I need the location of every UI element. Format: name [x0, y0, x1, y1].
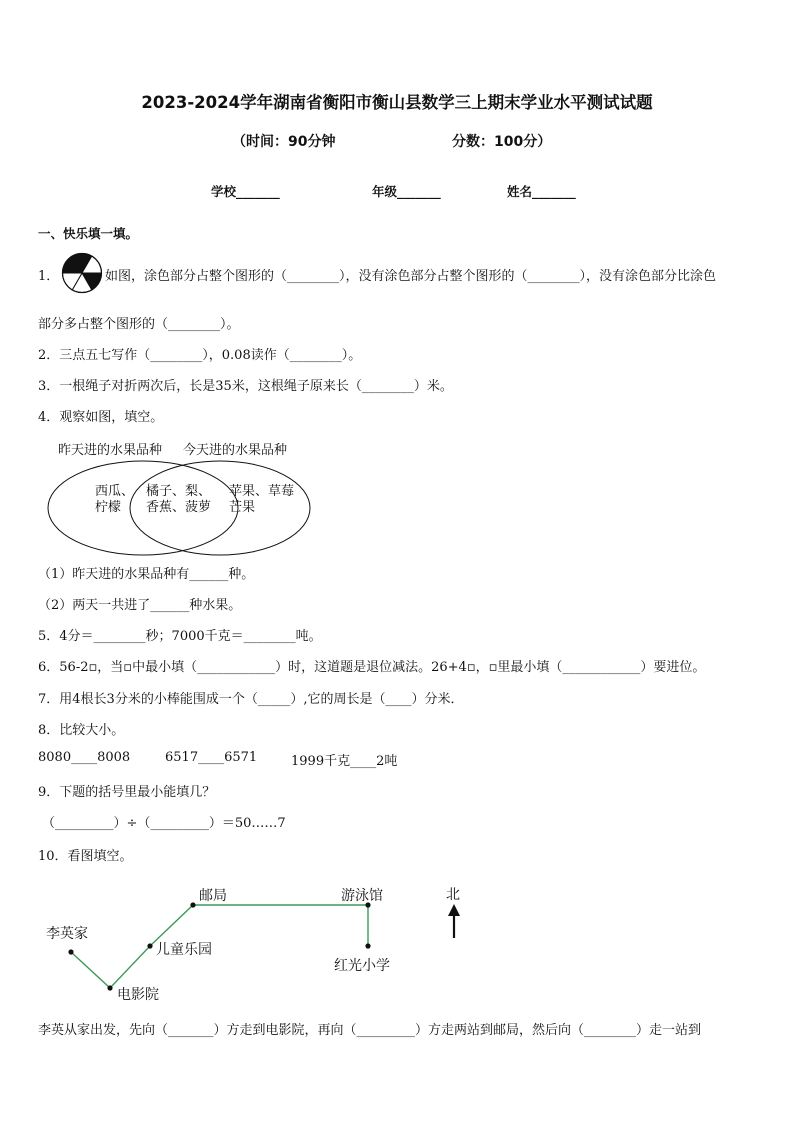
venn-left-only: 西瓜、 柠檬: [95, 484, 135, 515]
map-label-cinema: 电影院: [117, 987, 159, 1003]
question-8-compare-b: 6517____6571: [165, 750, 258, 765]
circle-sector-figure: [61, 251, 103, 295]
home-point: [68, 949, 73, 954]
question-10-text: 李英从家出发，先向（_______）方走到电影院，再向（_________）方走两站到邮局，然后向（________）走一站到: [38, 1023, 702, 1038]
school-field: 学校_______: [211, 184, 280, 199]
question-9: 9．下题的括号里最小能填几？: [38, 785, 216, 800]
venn-right-only: 苹果、草莓 芒果: [229, 484, 295, 515]
question-4-sub-2: （2）两天一共进了______种水果。: [38, 598, 242, 613]
venn-right-title: 今天进的水果品种: [183, 443, 288, 458]
question-9-expression: （_________）÷（_________）＝50……7: [42, 816, 286, 831]
venn-intersection: 橘子、梨、 香蕉、菠萝: [146, 484, 212, 515]
question-1-line1: 如图，涂色部分占整个图形的（________），没有涂色部分占整个图形的（________），没有涂色部分比涂色: [105, 269, 717, 284]
question-6: 6．56-2▫，当▫中最小填（____________）时，这道题是退位减法。26+4▫，▫里最小填（____________）要进位。: [38, 660, 706, 675]
question-2: 2．三点五七写作（________），0.08读作（________）。: [38, 348, 362, 363]
grade-field: 年级_______: [372, 184, 441, 199]
question-3: 3．一根绳子对折两次后，长是35米，这根绳子原来长（________）米。: [38, 379, 453, 394]
map-label-pool: 游泳馆: [341, 888, 383, 904]
question-8-compare-a: 8080____8008: [38, 750, 131, 765]
question-1-line2: 部分多占整个图形的（________）。: [38, 317, 240, 332]
name-field: 姓名_______: [507, 184, 576, 199]
map-label-school: 红光小学: [334, 958, 390, 974]
map-label-post-office: 邮局: [199, 888, 227, 904]
question-5: 5．4分＝________秒；7000千克＝________吨。: [38, 629, 322, 644]
page-title: 2023-2024学年湖南省衡阳市衡山县数学三上期末学业水平测试试题: [141, 93, 653, 112]
post-office-point: [190, 902, 195, 907]
north-arrow-icon: [448, 904, 460, 916]
map-label-north: 北: [446, 887, 460, 903]
exam-time: （时间：90分钟: [232, 134, 336, 150]
question-4: 4．观察如图，填空。: [38, 410, 164, 425]
question-1-number: 1．: [38, 269, 60, 284]
map-label-home: 李英家: [46, 926, 88, 942]
section-heading: 一、快乐填一填。: [38, 226, 139, 241]
exam-score: 分数：100分）: [452, 134, 552, 150]
question-8: 8．比较大小。: [38, 723, 125, 738]
cinema-point: [107, 985, 112, 990]
route-path: [71, 905, 368, 988]
question-8-compare-c: 1999千克____2吨: [291, 754, 398, 769]
map-label-park: 儿童乐园: [156, 942, 212, 958]
question-4-sub-1: （1）昨天进的水果品种有______种。: [38, 567, 255, 582]
question-10: 10．看图填空。: [38, 849, 133, 864]
question-7: 7．用4根长3分米的小棒能围成一个（_____）,它的周长是（____）分米．: [38, 692, 464, 707]
venn-left-title: 昨天进的水果品种: [58, 443, 163, 458]
park-point: [147, 943, 152, 948]
school-point: [365, 943, 370, 948]
